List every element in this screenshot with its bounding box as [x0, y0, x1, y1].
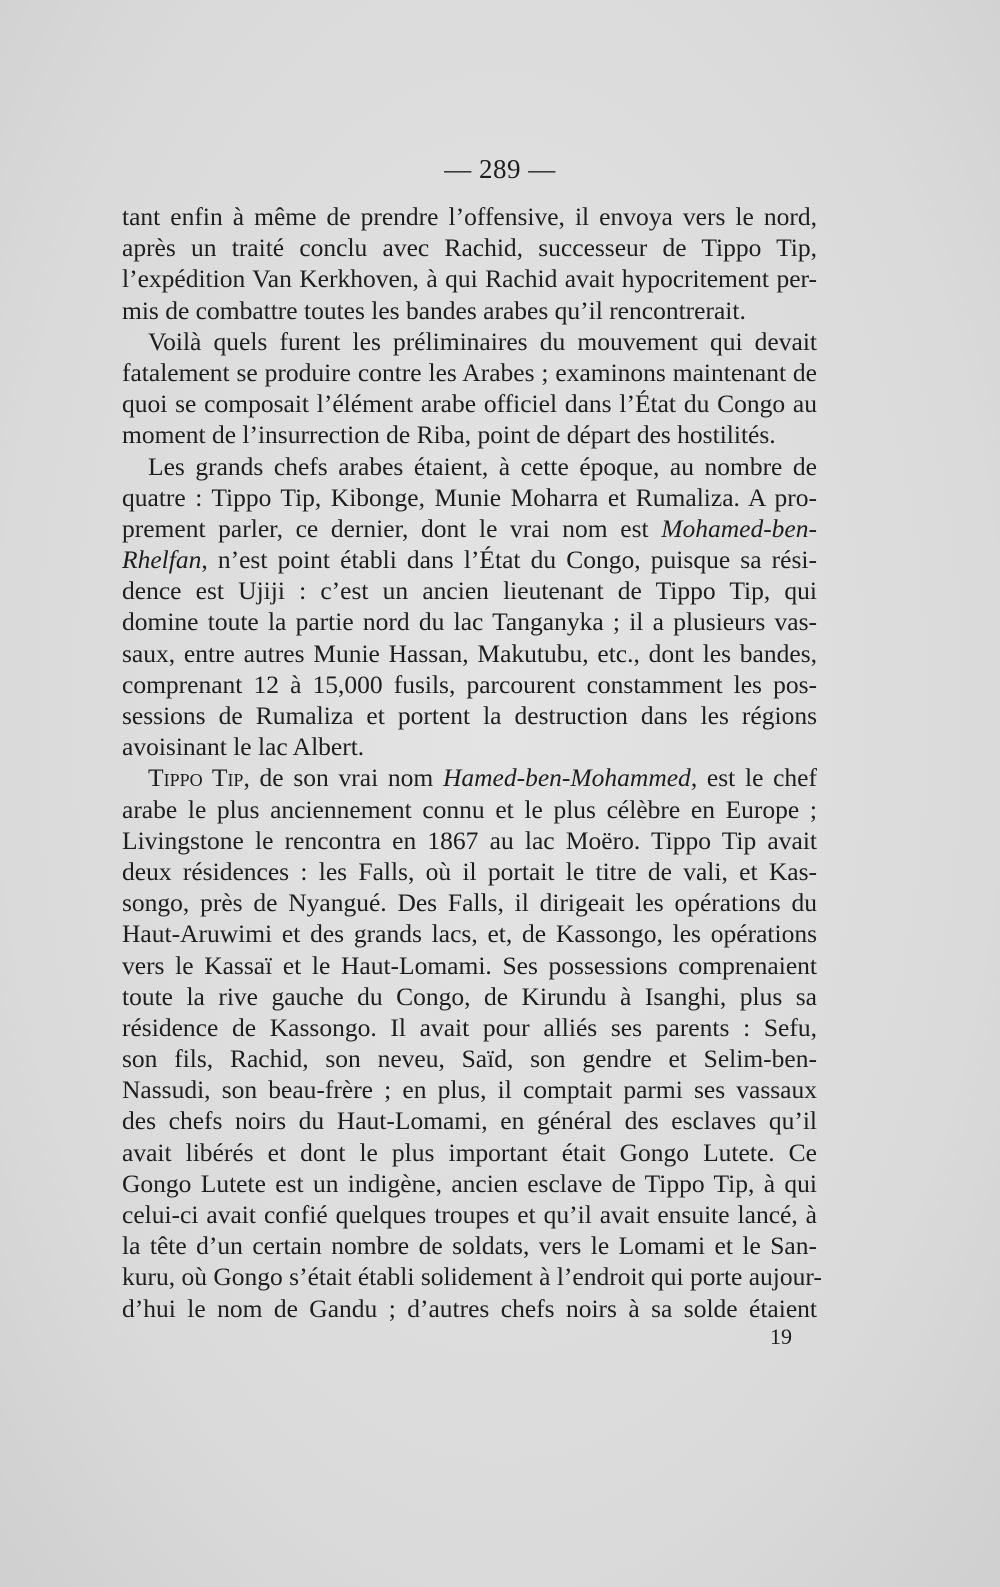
text-line-9: Les grands chefs arabes étaient, à cette époque, au nombre de — [148, 451, 817, 481]
text-line-27: résidence de Kassongo. Il avait pour alliés ses parents : Sefu, — [122, 1012, 817, 1042]
text-line-24: Haut-Aruwimi et des grands lacs, et, de Kassongo, les opérations — [122, 919, 817, 949]
text-line-32: Gongo Lutete est un indigène, ancien esclave de Tippo Tip, à qui — [122, 1168, 817, 1198]
text-line-20: arabe le plus anciennement connu et le plus célèbre en Europe ; — [122, 794, 817, 824]
text-line-3: l’expédition Van Kerkhoven, à qui Rachid avait hypocritement per- — [122, 264, 817, 294]
text-line-19: Tippo Tip, de son vrai nom Hamed-ben-Mohammed, est le chef — [148, 763, 817, 793]
text-line-30: des chefs noirs du Haut-Lomami, en général des esclaves qu’il — [122, 1106, 817, 1136]
text-line-22: deux résidences : les Falls, où il portait le titre de vali, et Kas- — [122, 856, 817, 886]
text-line-6: fatalement se produire contre les Arabes ; examinons maintenant de — [122, 357, 817, 387]
page-number: — 289 — — [444, 154, 556, 184]
text-line-14: domine toute la partie nord du lac Tanganyka ; il a plusieurs vas- — [122, 607, 817, 637]
text-line-2: après un traité conclu avec Rachid, successeur de Tippo Tip, — [122, 233, 817, 263]
text-line-29: Nassudi, son beau-frère ; en plus, il comptait parmi ses vassaux — [122, 1075, 817, 1105]
text-line-23: songo, près de Nyangué. Des Falls, il dirigeait les opérations du — [122, 888, 817, 918]
text-line-25: vers le Kassaï et le Haut-Lomami. Ses possessions comprenaient — [122, 950, 817, 980]
text-line-34: la tête d’un certain nombre de soldats, vers le Lomami et le San- — [122, 1231, 817, 1261]
text-line-13: dence est Ujiji : c’est un ancien lieutenant de Tippo Tip, qui — [122, 576, 817, 606]
text-line-31: avait libérés et dont le plus important était Gongo Lutete. Ce — [122, 1137, 817, 1167]
text-line-11: prement parler, ce dernier, dont le vrai nom est Mohamed-ben- — [122, 513, 817, 543]
text-line-18: avoisinant le lac Albert. — [122, 732, 365, 762]
text-line-33: celui-ci avait confié quelques troupes et qu’il avait ensuite lancé, à — [122, 1200, 817, 1229]
text-line-12: Rhelfan, n’est point établi dans l’État du Congo, puisque sa rési- — [122, 545, 817, 575]
text-line-16: comprenant 12 à 15,000 fusils, parcourent constamment les pos- — [122, 669, 817, 699]
text-line-7: quoi se composait l’élément arabe officiel dans l’État du Congo au — [122, 389, 817, 419]
text-line-5: Voilà quels furent les préliminaires du mouvement qui devait — [148, 326, 817, 356]
text-line-21: Livingstone le rencontra en 1867 au lac Moëro. Tippo Tip avait — [122, 825, 817, 855]
text-line-35: kuru, où Gongo s’était établi solidement à l’endroit qui porte aujour- — [122, 1262, 822, 1292]
signature-mark: 19 — [770, 1324, 792, 1349]
text-line-17: sessions de Rumaliza et portent la destruction dans les régions — [122, 701, 817, 730]
text-line-28: son fils, Rachid, son neveu, Saïd, son gendre et Selim-ben- — [122, 1044, 817, 1074]
text-line-4: mis de combattre toutes les bandes arabes qu’il rencontrerait. — [122, 295, 746, 325]
text-line-26: toute la rive gauche du Congo, de Kirundu à Isanghi, plus sa — [122, 981, 817, 1011]
text-line-36: d’hui le nom de Gandu ; d’autres chefs noirs à sa solde étaient — [122, 1293, 817, 1323]
text-line-1: tant enfin à même de prendre l’offensive, il envoya vers le nord, — [122, 202, 817, 231]
text-line-15: saux, entre autres Munie Hassan, Makutubu, etc., dont les bandes, — [122, 638, 817, 668]
body-text — [122, 201, 822, 1324]
text-line-8: moment de l’insurrection de Riba, point de départ des hostilités. — [122, 420, 776, 450]
text-line-10: quatre : Tippo Tip, Kibonge, Munie Moharra et Rumaliza. A pro- — [122, 482, 817, 512]
